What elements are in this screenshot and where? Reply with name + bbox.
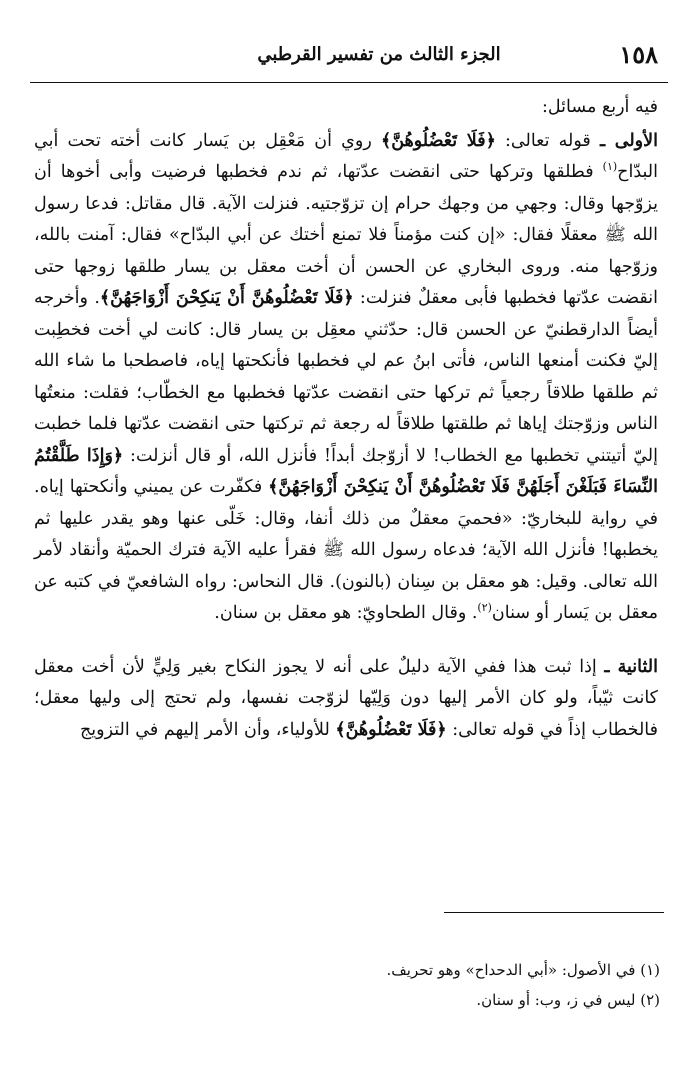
section-first-text-5: فكفّرت عن يميني وأنكحتها إياه. في رواية للبخاريّ: «فحميَ معقلٌ من ذلك أنفا، وقال: خَلّى عنها وهو يقدر عليها ثم يخطبها! فأنزل الله الآية؛ فدعاه رسول الله ﷺ فقرأ عليه الآية فترك الحميّة وأنقاد لأمر الله تعالى. وقيل: هو معقل بن سِنان (بالنون). قال النحاس: رواه الشافعيّ في كتبه عن معقل بن يَسار أو سنان (34, 477, 658, 623)
section-second-text-1: إذا ثبت هذا ففي الآية دليلٌ على أنه لا يجوز النكاح بغير وَلِيٍّ لأن أخت معقل كانت ثيّباً، ولو كان الأمر إليها دون وَلِيّها لزوّجت نفسها، ولم تحتج إلى وليها معقل؛ فالخطاب إذاً في قوله تعالى: (34, 656, 658, 740)
quran-verse-4: ﴿فَلَا تَعْضُلُوهُنَّ﴾ (335, 719, 447, 740)
quran-verse-2: ﴿فَلَا تَعْضُلُوهُنَّ أَنْ يَنكِحْنَ أَزْوَاجَهُنَّ﴾ (99, 288, 354, 308)
footnote-2: (٢) ليس في ز، وب: أو سنان. (476, 991, 660, 1009)
main-text (34, 92, 658, 746)
running-title: الجزء الثالث من تفسير القرطبي (257, 44, 501, 65)
section-first-lead: الأولى ـ (599, 130, 658, 151)
header-rule (30, 82, 668, 83)
section-first-text-2: روي أن مَعْقِل بن يَسار كانت أخته تحت أبي البدّاح (34, 130, 658, 182)
footnote-ref-1[interactable]: (١) (602, 160, 618, 174)
section-first-text-1: قوله تعالى: (495, 130, 600, 151)
footnotes (40, 955, 660, 1015)
footnote-rule (444, 912, 664, 913)
section-second-lead: الثانية ـ (604, 656, 658, 677)
paragraph-gap (34, 630, 658, 652)
section-first (34, 126, 658, 630)
section-second-text-2: للأولياء، وأن الأمر إليهم في التزويج (80, 719, 336, 740)
section-second (34, 652, 658, 747)
page-number: ١٥٨ (619, 40, 658, 69)
footnote-ref-2[interactable]: (٢) (477, 601, 492, 615)
footnote-1: (١) في الأصول: «أبي الدحداح» وهو تحريف. (386, 961, 660, 979)
quran-verse-1: ﴿فَلَا تَعْضُلُوهُنَّ﴾ (380, 130, 496, 151)
section-first-text-4: . وأخرجه أيضاً الدارقطنيّ عن الحسن قال: حدّثني معقِل بن يسار قال: كانت لي أخت فخطِبت إليّ فكنت أمنعها الناس، فأتى ابنُ عم لي فخطبها فأنكحتها إياه، فاصطحبا ما شاء الله ثم طلقها طلاقاً رجعياً ثم تركها حتى انقضت عدّتها فخطبها مع الخطّاب؛ فقلت: منعتُها الناس وزوّجتك إياها ثم طلقتها طلاقاً له رجعة ثم تركتها حتى انقضت عدّتها فلما خطبت إليّ أتيتني تخطبها مع الخطاب! لا أزوّجك أبداً! فأنزل الله، أو قال أنزلت: (34, 288, 658, 466)
page-header (30, 40, 668, 84)
quran-verse-3: ﴿وَإِذَا طَلَّقْتُمُ النِّسَاءَ فَبَلَغْنَ أَجَلَهُنَّ فَلَا تَعْضُلُوهُنَّ أَنْ يَنكِحْنَ أَزْوَاجَهُنَّ﴾ (34, 445, 658, 497)
section-first-text-3: فطلقها وتركها حتى انقضت عدّتها، ثم ندم فخطبها فرضيت وأبى أخوها أن يزوّجها وقال: وجهي من وجهك حرام إن تزوّجتيه. فنزلت الآية. قال مقاتل: فدعا رسول الله ﷺ معقلًا فقال: «إن كنت مؤمناً فلا تمنع أختك عن أبي البدّاح» فقال: آمنت بالله، وزوّجها منه. وروى البخاري عن الحسن أن أخت معقل بن يسار طلقها زوجها حتى انقضت عدّتها فخطبها فأبى معقلٌ فنزلت: (34, 162, 658, 308)
intro-line: فيه أربع مسائل: (542, 97, 658, 117)
section-first-text-6: . وقال الطحاويّ: هو معقل بن سنان. (214, 603, 478, 623)
